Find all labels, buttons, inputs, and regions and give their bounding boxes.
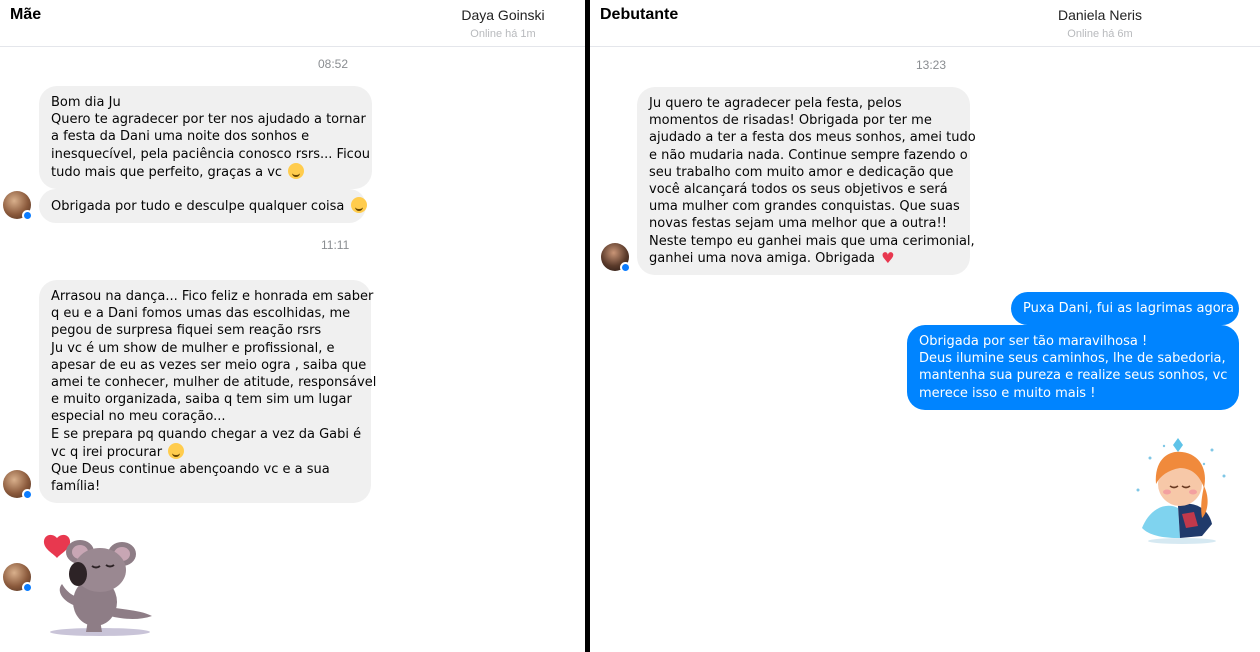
avatar-daya[interactable] xyxy=(3,563,31,591)
message-bubble-own[interactable]: Obrigada por ser tão maravilhosa ! Deus ilumine seus caminhos, lhe de sabedoria, mantenha sua pureza e realize seus sonhos, vc merece isso e muito mais ! xyxy=(907,325,1239,410)
message-bubble[interactable]: Obrigada por tudo e desculpe qualquer coisa xyxy=(39,189,366,223)
chat-panel-mae xyxy=(0,0,585,652)
messenger-badge-icon xyxy=(22,210,33,221)
avatar-daya[interactable] xyxy=(3,470,31,498)
message-bubble[interactable]: Arrasou na dança... Fico feliz e honrada em saber q eu e a Dani fomos umas das escolhidas, me pegou de surpresa fiquei sem reação rsrs Ju vc é um show de mulher e profissional, e apesar de eu as vezes ser meio ogra , saiba que amei te conhecer, mulher de atitude, responsável e muito organizada, saiba q tem sim um lugar especial no meu coração... E se prepara pq quando chegar a vez da Gabi é vc q irei procurar Que Deus continue abençoando vc e a sua família! xyxy=(39,280,371,503)
message-bubble[interactable]: Ju quero te agradecer pela festa, pelos momentos de risadas! Obrigada por ter me ajudado a ter a festa dos meus sonhos, amei tudo e não mudaria nada. Continue sempre fazendo o seu trabalho com muito amor e dedicação que você alcançará todos os seus objetivos e será uma mulher com grandes conquistas. Que suas novas festas sejam uma melhor que a outra!! Neste tempo eu ganhei mais que uma cerimonial, ganhei uma nova amiga. Obrigada ♥ xyxy=(637,87,970,275)
koala-sticker[interactable] xyxy=(40,532,160,640)
contact-status: Online há 6m xyxy=(1067,28,1133,40)
contact-status: Online há 1m xyxy=(470,28,536,40)
message-bubble[interactable]: Bom dia Ju Quero te agradecer por ter nos ajudado a tornar a festa da Dani uma noite dos sonhos e inesquecível, pela paciência conosco rsrs... Ficou tudo mais que perfeito, graças a vc xyxy=(39,86,372,189)
contact-name[interactable]: Daniela Neris xyxy=(1057,7,1143,23)
messenger-badge-icon xyxy=(22,489,33,500)
messenger-badge-icon xyxy=(22,582,33,593)
laugh-emoji-icon xyxy=(168,443,184,459)
timestamp: 13:23 xyxy=(916,58,947,72)
timestamp: 11:11 xyxy=(321,238,350,252)
contact-name[interactable]: Daya Goinski xyxy=(461,7,545,23)
chat-panel-debutante xyxy=(590,0,1260,652)
messenger-badge-icon xyxy=(620,262,631,273)
kiss-emoji-icon xyxy=(351,197,367,213)
chat-header xyxy=(590,0,1260,47)
message-bubble-own[interactable]: Puxa Dani, fui as lagrimas agora ! xyxy=(1011,292,1239,325)
panel-label: Mãe xyxy=(10,6,42,23)
avatar-daya[interactable] xyxy=(3,191,31,219)
chat-header xyxy=(0,0,585,47)
panel-label: Debutante xyxy=(600,6,679,23)
timestamp: 08:52 xyxy=(318,57,349,71)
heart-emoji-icon: ♥ xyxy=(881,248,895,267)
princess-sticker[interactable] xyxy=(1120,428,1238,546)
avatar-daniela[interactable] xyxy=(601,243,629,271)
smile-emoji-icon xyxy=(288,163,304,179)
